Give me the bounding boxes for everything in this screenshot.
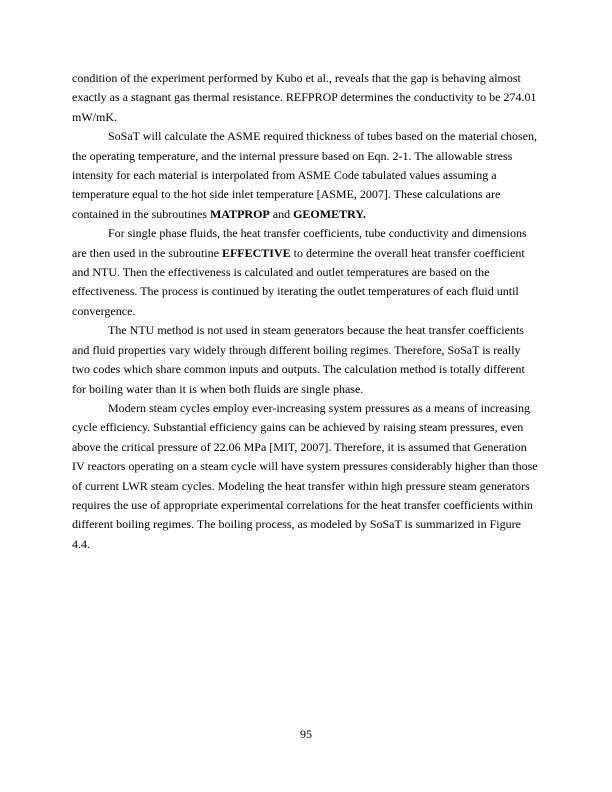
paragraph-gap-conductivity	[72, 69, 540, 127]
paragraph-text: Modern steam cycles employ ever-increasing system pressures as a means of increasing cycle efficiency. Substantial efficiency gains can be achieved by raising steam pressures, even above the critical pressure of 22.06 MPa [MIT, 2007]. Therefore, it is assumed that Generation IV reactors operating on a steam cycle will have system pressures considerably higher than those of current LWR steam cycles. Modeling the heat transfer within high pressure steam generators requires the use of appropriate experimental correlations for the heat transfer coefficients within different boiling regimes. The boiling process, as modeled by SoSaT is summarized in Figure 4.4.	[72, 400, 538, 551]
document-body	[72, 69, 540, 554]
paragraph-ntu-method	[72, 321, 540, 399]
paragraph-text: and	[269, 206, 294, 221]
paragraph-text: The NTU method is not used in steam generators because the heat transfer coefficients and fluid properties vary widely through different boiling regimes. Therefore, SoSaT is really two codes which share common inputs and outputs. The calculation method is totally different for boiling water than it is when both fluids are single phase.	[72, 323, 525, 396]
page-number: 95	[300, 727, 312, 741]
subroutine-name-effective: EFFECTIVE	[221, 245, 291, 260]
subroutine-name-geometry: GEOMETRY.	[293, 206, 366, 221]
subroutine-name-matprop: MATPROP	[209, 206, 270, 221]
paragraph-text: condition of the experiment performed by Kubo et al., reveals that the gap is behaving almost exactly as a stagnant gas thermal resistance. REFPROP determines the conductivity to be 274.01 mW/mK.	[72, 71, 537, 124]
paragraph-steam-cycles	[72, 399, 540, 554]
paragraph-asme-thickness	[72, 127, 540, 224]
paragraph-text: SoSaT will calculate the ASME required thickness of tubes based on the material chosen, the operating temperature, and the internal pressure based on Eqn. 2-1. The allowable stress intensity for each material is interpolated from ASME Code tabulated values assuming a temperature equal to the hot side inlet temperature [ASME, 2007]. These calculations are contained in the subroutines	[72, 129, 538, 221]
paragraph-text: to determine the overall heat transfer coefficient and NTU. Then the effectiveness is calculated and outlet temperatures are based on the effectiveness. The process is continued by iterating the outlet temperatures of each fluid until convergence.	[72, 245, 525, 318]
paragraph-text: For single phase fluids, the heat transfer coefficients, tube conductivity and dimensions are then used in the subroutine	[72, 226, 527, 260]
paragraph-single-phase	[72, 224, 540, 321]
